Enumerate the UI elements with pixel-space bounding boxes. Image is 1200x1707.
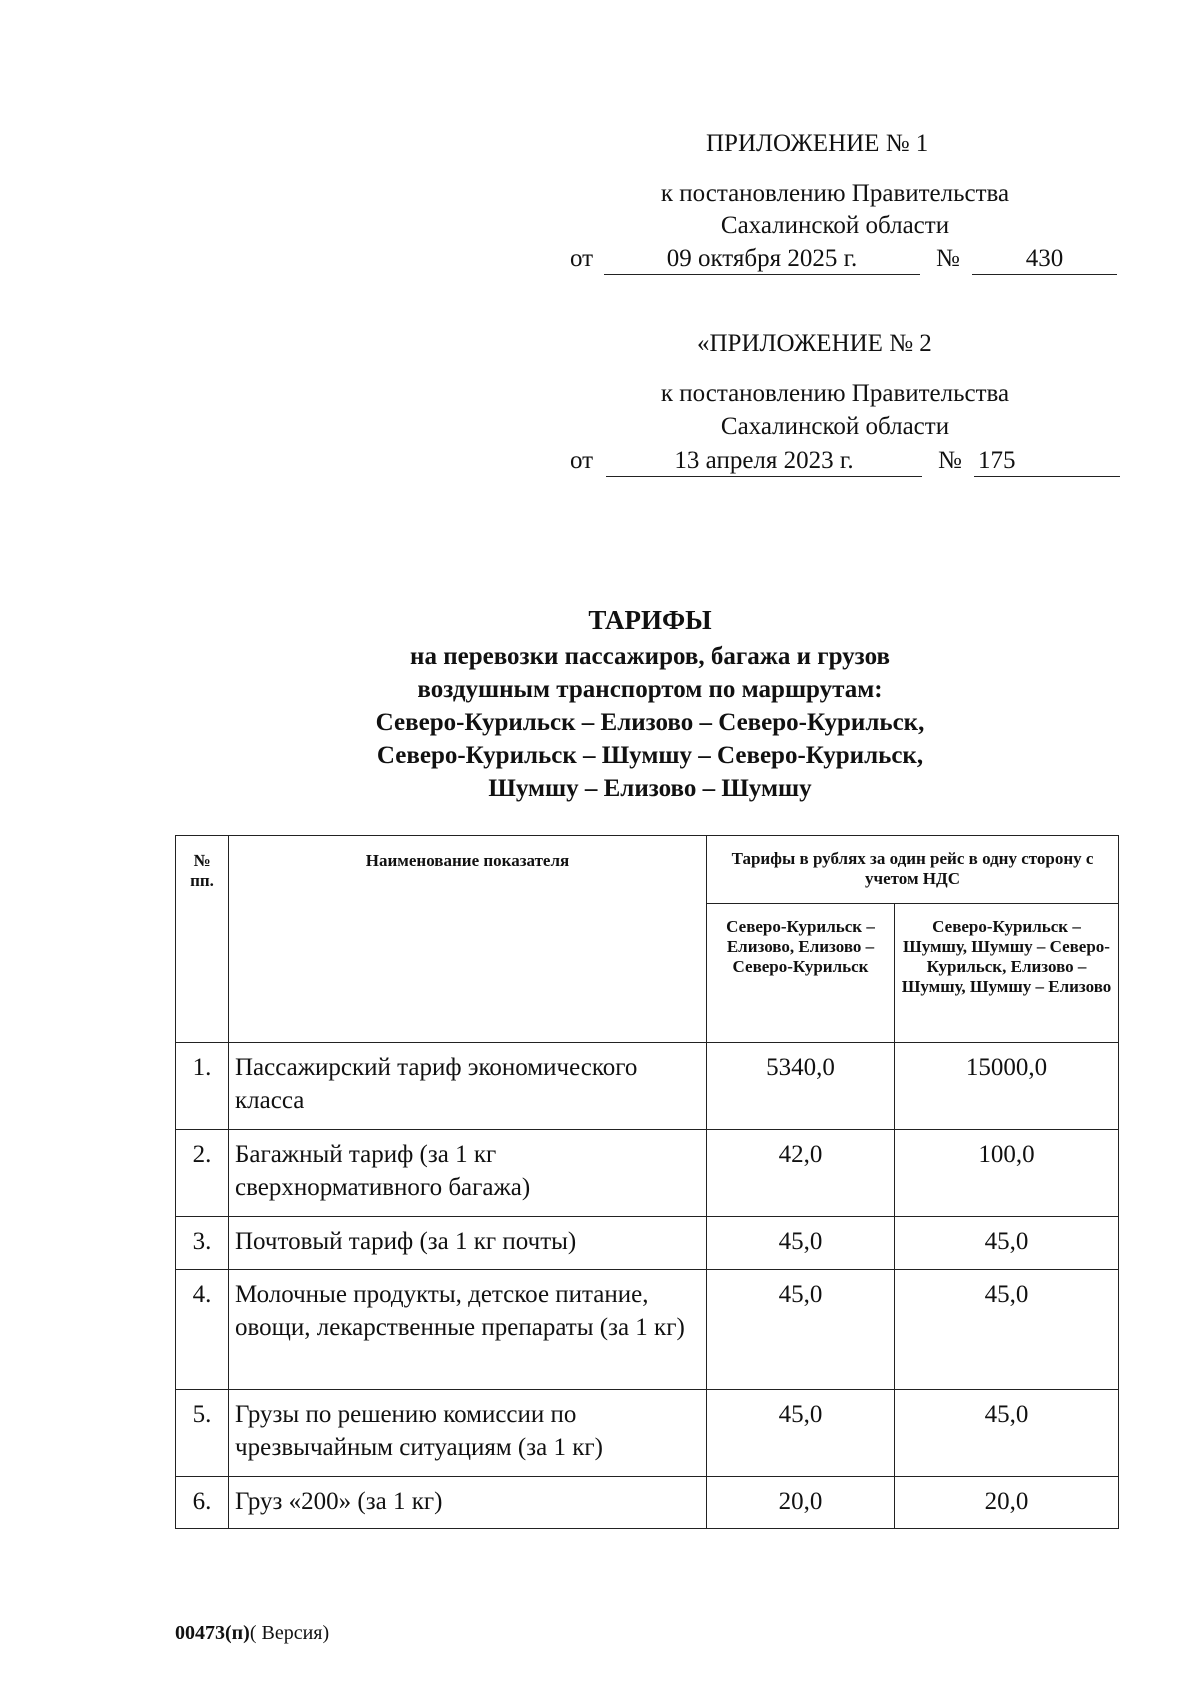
appendix2-number-prefix: № (938, 447, 962, 474)
appendix2-number: 175 (978, 447, 1016, 474)
row-num: 5. (176, 1390, 229, 1477)
row-num: 2. (176, 1130, 229, 1217)
appendix2-heading: «ПРИЛОЖЕНИЕ № 2 (697, 330, 932, 357)
row-col2-value: 45,0 (895, 1390, 1119, 1477)
header-name: Наименование показателя (229, 836, 707, 1043)
title-line-1: на перевозки пассажиров, багажа и грузов (410, 643, 890, 670)
row-col2-value: 100,0 (895, 1130, 1119, 1217)
row-col1-value: 5340,0 (707, 1043, 895, 1130)
appendix2-line1: к постановлению Правительства (660, 380, 1010, 407)
appendix1-date-underline (604, 274, 920, 275)
row-col1-value: 42,0 (707, 1130, 895, 1217)
title-line-5: Шумшу – Елизово – Шумшу (488, 775, 812, 802)
appendix2-line2: Сахалинской области (720, 413, 950, 440)
row-num: 1. (176, 1043, 229, 1130)
row-num: 6. (176, 1477, 229, 1529)
table-row (176, 1217, 1119, 1270)
title-line-3: Северо-Курильск – Елизово – Северо-Курильск, (375, 709, 925, 736)
appendix2-date-prefix: от (570, 447, 594, 474)
title-line-4: Северо-Курильск – Шумшу – Северо-Курильск, (376, 742, 924, 769)
row-col1-value: 45,0 (707, 1390, 895, 1477)
appendix1-number: 430 (1025, 245, 1064, 272)
row-num: 3. (176, 1217, 229, 1270)
appendix1-number-prefix: № (936, 245, 960, 272)
row-col2-value: 45,0 (895, 1270, 1119, 1390)
table-row (176, 1477, 1119, 1529)
appendix2-date: 13 апреля 2023 г. (674, 447, 854, 474)
row-num: 4. (176, 1270, 229, 1390)
row-col1-value: 45,0 (707, 1270, 895, 1390)
appendix1-heading: ПРИЛОЖЕНИЕ № 1 (706, 130, 929, 157)
row-name: Почтовый тариф (за 1 кг почты) (229, 1217, 707, 1270)
row-col1-value: 20,0 (707, 1477, 895, 1529)
document-title: ТАРИФЫ (588, 605, 712, 635)
row-name: Молочные продукты, детское питание, овощи, лекарственные препараты (за 1 кг) (229, 1270, 707, 1390)
appendix1-date: 09 октября 2025 г. (666, 245, 858, 272)
appendix1-number-underline (972, 274, 1117, 275)
row-col1-value: 45,0 (707, 1217, 895, 1270)
row-col2-value: 15000,0 (895, 1043, 1119, 1130)
title-block (150, 600, 1150, 805)
row-col2-value: 20,0 (895, 1477, 1119, 1529)
row-name: Груз «200» (за 1 кг) (229, 1477, 707, 1529)
appendix2-number-underline (974, 476, 1120, 477)
row-name: Багажный тариф (за 1 кг сверхнормативного багажа) (229, 1130, 707, 1217)
header-num: № пп. (176, 836, 229, 1043)
header-col2: Северо-Курильск – Шумшу, Шумшу – Северо-Курильск, Елизово – Шумшу, Шумшу – Елизово (895, 904, 1119, 1043)
appendix1-line1: к постановлению Правительства (660, 180, 1010, 207)
title-line-2: воздушным транспортом по маршрутам: (417, 676, 883, 703)
footer-version: ( Версия) (249, 1622, 330, 1644)
appendix2-date-underline (606, 476, 922, 477)
table-row (176, 1130, 1119, 1217)
table-row (176, 1390, 1119, 1477)
footer-code: 00473(п) (175, 1622, 250, 1644)
header-col1: Северо-Курильск – Елизово, Елизово – Северо-Курильск (707, 904, 895, 1043)
tariffs-table (175, 835, 1119, 1529)
row-col2-value: 45,0 (895, 1217, 1119, 1270)
table-header-row (176, 836, 1119, 904)
header-tariff-group: Тарифы в рублях за один рейс в одну сторону с учетом НДС (707, 836, 1119, 904)
appendix1-date-prefix: от (570, 245, 594, 272)
document-footer (175, 1620, 329, 1646)
row-name: Грузы по решению комиссии по чрезвычайным ситуациям (за 1 кг) (229, 1390, 707, 1477)
table-row (176, 1270, 1119, 1390)
table-row (176, 1043, 1119, 1130)
row-name: Пассажирский тариф экономического класса (229, 1043, 707, 1130)
appendix1-line2: Сахалинской области (720, 212, 950, 239)
